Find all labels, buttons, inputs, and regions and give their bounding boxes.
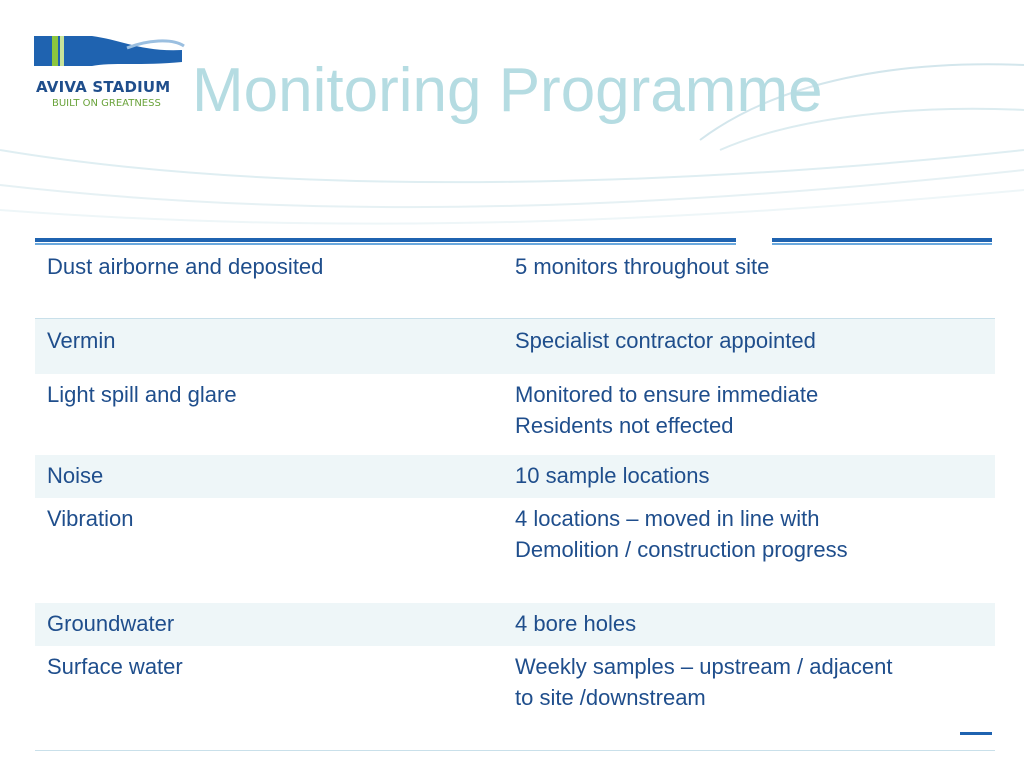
row-item: Noise (47, 463, 104, 488)
table-row (35, 646, 995, 746)
row-detail: Specialist contractor appointed (515, 328, 816, 353)
row-item: Surface water (47, 654, 183, 679)
row-item: Light spill and glare (47, 382, 237, 407)
row-detail: 4 bore holes (515, 611, 637, 636)
logo-wordmark: AVIVA STADIUM (36, 78, 171, 96)
table-row (35, 318, 995, 374)
row-item: Dust airborne and deposited (47, 254, 324, 279)
stadium-wave-icon (32, 32, 192, 78)
page-title: Monitoring Programme (192, 56, 823, 125)
aviva-stadium-logo (32, 32, 192, 116)
row-detail: 10 sample locations (515, 463, 710, 488)
row-detail: 5 monitors throughout site (515, 254, 770, 279)
footer-dash (960, 732, 992, 735)
row-item: Vibration (47, 506, 134, 531)
table-row (35, 603, 995, 646)
row-detail: Monitored to ensure immediate Residents not effected (515, 382, 819, 438)
header-divider-left (35, 238, 736, 245)
logo-tagline: BUILT ON GREATNESS (52, 98, 161, 109)
monitoring-table (35, 245, 995, 746)
table-row (35, 374, 995, 455)
header-divider-right (772, 238, 992, 245)
row-detail: Weekly samples – upstream / adjacent to site /downstream (515, 654, 893, 710)
table-row (35, 245, 995, 318)
table-row (35, 498, 995, 603)
table-row (35, 455, 995, 498)
row-detail: 4 locations – moved in line with Demolition / construction progress (515, 506, 848, 562)
row-item: Groundwater (47, 611, 175, 636)
row-item: Vermin (47, 328, 116, 353)
table-bottom-rule (35, 750, 995, 751)
